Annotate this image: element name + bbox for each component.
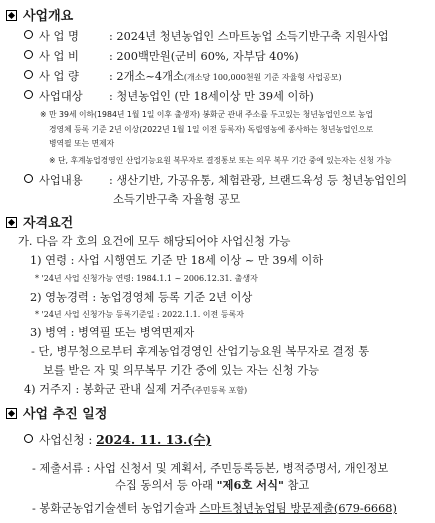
requirement-military-sub2: 보를 받은 자 및 의무복무 기간 중에 있는 자는 신청 가능 bbox=[43, 364, 319, 377]
requirement-age: 1) 연령 : 사업 시행연도 기준 만 18세 이상 ~ 만 39세 이하 bbox=[30, 254, 324, 267]
diamond-box-icon bbox=[6, 217, 17, 228]
section-title-schedule: 사업 추진 일정 bbox=[6, 403, 107, 422]
circle-bullet-icon bbox=[24, 434, 33, 443]
circle-bullet-icon bbox=[24, 70, 33, 79]
circle-bullet-icon bbox=[24, 50, 33, 59]
section-title-requirements: 자격요건 bbox=[6, 212, 73, 231]
requirement-age-note: * '24년 사업 신청가능 연령: 1984.1.1 ~ 2006.12.31. 출생자 bbox=[35, 274, 258, 283]
schedule-docs-line2: 수집 동의서 등 아래 "제6호 서식" 참고 bbox=[115, 478, 310, 492]
overview-content-cont: 소득기반구축 자율형 공모 bbox=[113, 193, 241, 206]
target-note-1c: 병역필 또는 면제자 bbox=[49, 139, 115, 148]
overview-name-row: 사 업 명 : 2024년 청년농업인 스마트농업 소득기반구축 지원사업 bbox=[24, 28, 389, 44]
schedule-contact-row: - 봉화군농업기술센터 농업기술과 스마트청년농업팀 방문제출(679-6668) bbox=[32, 502, 397, 515]
target-note-1b: 경영체 등록 기준 2년 이상(2022년 1월 1일 이전 등록자) 독립영농에 종사하는 청년농업인으로 bbox=[49, 125, 374, 134]
overview-cost-row: 사 업 비 : 200백만원(군비 60%, 자부담 40%) bbox=[24, 48, 299, 64]
requirement-military: 3) 병역 : 병역필 또는 병역면제자 bbox=[30, 326, 195, 339]
target-note-2: ※ 단, 후계농업경영인 산업기능요원 복무자로 결정통보 또는 의무 복무 기간 중에 있는자는 신청 가능 bbox=[49, 156, 392, 165]
schedule-docs-line1: - 제출서류 : 사업 신청서 및 계획서, 주민등록등본, 병적증명서, 개인정보 bbox=[32, 462, 389, 475]
schedule-apply-row: 사업신청 : 2024. 11. 13.(수) bbox=[24, 430, 211, 448]
overview-amount-row: 사 업 량 : 2개소~4개소(개소당 100,000천원 기준 자율형 사업공모) bbox=[24, 68, 342, 84]
circle-bullet-icon bbox=[24, 174, 33, 183]
overview-target-row: 사업대상 : 청년농업인 (만 18세이상 만 39세 이하) bbox=[24, 88, 314, 104]
requirement-career-note: * '24년 사업 신청가능 등록기준일 : 2022.1.1. 이전 등록자 bbox=[35, 310, 244, 319]
circle-bullet-icon bbox=[24, 30, 33, 39]
section-title-overview: 사업개요 bbox=[6, 5, 73, 24]
requirement-military-sub1: - 단, 병무청으로부터 후계농업경영인 산업기능요원 복무자로 결정 통 bbox=[31, 345, 370, 358]
requirement-residence: 4) 거주지 : 봉화군 관내 실제 거주(주민등록 포함) bbox=[24, 383, 248, 396]
circle-bullet-icon bbox=[24, 90, 33, 99]
requirements-intro: 가. 다음 각 호의 요건에 모두 해당되어야 사업신청 가능 bbox=[18, 235, 291, 248]
diamond-box-icon bbox=[6, 408, 17, 419]
diamond-box-icon bbox=[6, 10, 17, 21]
requirement-career: 2) 영농경력 : 농업경영체 등록 기준 2년 이상 bbox=[30, 291, 253, 304]
overview-content-row: 사업내용 : 생산기반, 가공유통, 체험관광, 브랜드육성 등 청년농업인의 bbox=[24, 172, 407, 188]
target-note-1a: ※ 만 39세 이하(1984년 1월 1일 이후 출생자) 봉화군 관내 주소를 두고있는 청년농업인으로 농업 bbox=[40, 110, 374, 119]
